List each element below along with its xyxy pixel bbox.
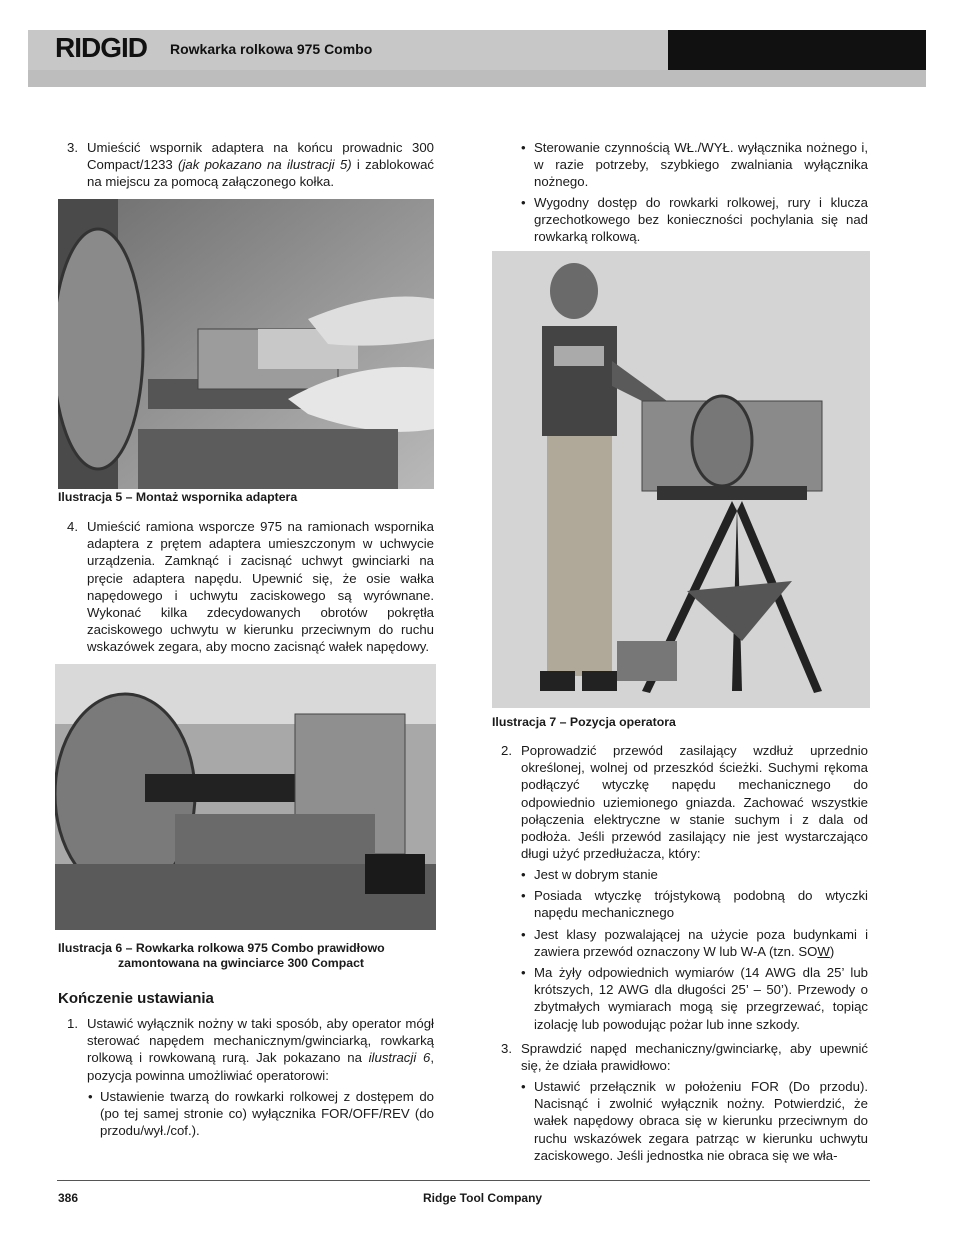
step-number: 4. (67, 519, 78, 534)
figure-6-photo (55, 664, 436, 930)
bullet-text: Ma żyły odpowiednich wymiarów (14 AWG dla 25’ lub krótszych, 12 AWG dla długości 25’ – 50’). Przewody o zbytmałych wymiarach mogą się przegrzewać, topiąc izolację lub powodując pożar lub inne szkody. (534, 965, 868, 1032)
bullet-text: Ustawienie twarzą do rowkarki rolkowej z dostępem do (po tej samej stronie co) wyłącznika FOR/OFF/REV (do przodu/wył./cof.). (100, 1089, 434, 1139)
page-header-title: Rowkarka rolkowa 975 Combo (170, 41, 373, 57)
step-number: 3. (501, 1041, 512, 1056)
section-heading: Kończenie ustawiania (58, 990, 214, 1007)
figure-5-caption: Ilustracja 5 – Montaż wspornika adaptera (58, 490, 298, 504)
list-item (492, 887, 868, 921)
step-number: 1. (67, 1016, 78, 1031)
bullet-text: Ustawić przełącznik w położeniu FOR (Do przodu). Nacisnąć i zwolnić wyłącznik nożny. Potwierdzić, że wałek napędowy obraca się w kierunku przeciwnym do ruchu wskazówek zegara patrząc w kierunku uchwytu zaciskowego. Jeśli jednostka nie obraca się we wła- (534, 1079, 868, 1163)
bullet-glyph: • (521, 867, 526, 882)
step-2-right (492, 742, 868, 862)
step-3-left (58, 139, 434, 191)
step-3-bullet-list (492, 1078, 868, 1164)
figure-6-caption-line-1: Ilustracja 6 – Rowkarka rolkowa 975 Combo prawidłowo (58, 941, 385, 955)
bullet-text: Sterowanie czynnością WŁ./WYŁ. wyłącznika nożnego i, w razie potrzeby, szybkiego zwalniania wyłącznika nożnego. (534, 140, 868, 190)
figure-7-photo (492, 251, 870, 708)
figure-7-caption: Ilustracja 7 – Pozycja operatora (492, 715, 676, 729)
step-number: 3. (67, 140, 78, 155)
list-item (492, 139, 868, 191)
step-text: Ustawić wyłącznik nożny w taki sposób, aby operator mógł sterować napędem mechanicznym/gwinciarką, rowkarką rolkową i rowkowaną rurą. Jak pokazano na ilustracji 6, pozycja powinna umożliwiać operatorowi: (87, 1016, 434, 1083)
figure-5-photo (58, 199, 434, 489)
step-text: Sprawdzić napęd mechaniczny/gwinciarkę, aby upewnić się, że działa prawidłowo: (521, 1041, 868, 1074)
bullet-glyph: • (521, 194, 526, 210)
header-stripe (28, 70, 926, 87)
step-4-left (58, 518, 434, 656)
ridgid-logo: RIDGID (55, 32, 147, 63)
list-item (492, 926, 868, 960)
step-2-bullet-list (492, 866, 868, 1033)
step-text: Umieścić wspornik adaptera na końcu prowadnic 300 Compact/1233 (jak pokazano na ilustracji 5) i zablokować na miejscu za pomocą załączonego kołka. (87, 140, 434, 190)
footer-rule (57, 1180, 870, 1181)
step-number: 2. (501, 743, 512, 758)
bullet-list-top (492, 139, 868, 245)
bullet-glyph: • (521, 926, 526, 942)
footer-company: Ridge Tool Company (423, 1191, 543, 1205)
bullet-glyph: • (88, 1089, 93, 1104)
header-black-block (668, 30, 926, 70)
bullet-glyph: • (521, 140, 526, 155)
page-number: 386 (58, 1191, 79, 1205)
bullet-text: Jest klasy pozwalającej na użycie poza budynkami i zawiera przewód oznaczony W lub W-A (tzn. SOW) (534, 926, 868, 959)
step-3-right (492, 1040, 868, 1074)
bullet-glyph: • (521, 888, 526, 904)
list-item (492, 194, 868, 246)
step-text: Poprowadzić przewód zasilający wzdłuż uprzednio określonej, wolnej od przeszkód ścieżki. Suchymi rękoma podłączyć wtyczkę napędu mechanicznego do odpowiednio uziemionego gniazda. Zachować wszystkie połączenia elektryczne w stanie suchym i z dala od podłoża. Jeśli przewód zasilający nie jest wystarczająco długi użyć przedłużacza, który: (521, 743, 868, 862)
bullet-text: Posiada wtyczkę trójstykową podobną do wtyczki napędu mechanicznego (534, 888, 868, 921)
bullet-glyph: • (521, 965, 526, 981)
list-item (492, 964, 868, 1033)
step-1-bullet-list (58, 1088, 434, 1140)
figure-6-caption-line-2: zamontowana na gwinciarce 300 Compact (118, 956, 365, 970)
bullet-text: Jest w dobrym stanie (534, 867, 658, 882)
step-text: Umieścić ramiona wsporcze 975 na ramionach wspornika adaptera z prętem adaptera umieszczonym w uchwycie urządzenia. Zamknąć i zacisnąć uchwyt gwinciarki na pręcie adaptera napędu. Upewnić się, że osie wałka napędowego i uchwytu zaciskowego są wyrównane. Wykonać kilka zdecydowanych obrotów pokrętła zaciskowego uchwytu w kierunku przeciwnym do ruchu wskazówek zegara, aby mocno zacisnąć wałek napędowy. (87, 519, 434, 655)
step-1-left (58, 1015, 434, 1084)
bullet-text: Wygodny dostęp do rowkarki rolkowej, rury i klucza grzechotkowego bez konieczności pochylania się nad rowkarką rolkową. (534, 194, 868, 245)
list-item (492, 866, 868, 883)
bullet-glyph: • (521, 1079, 526, 1094)
